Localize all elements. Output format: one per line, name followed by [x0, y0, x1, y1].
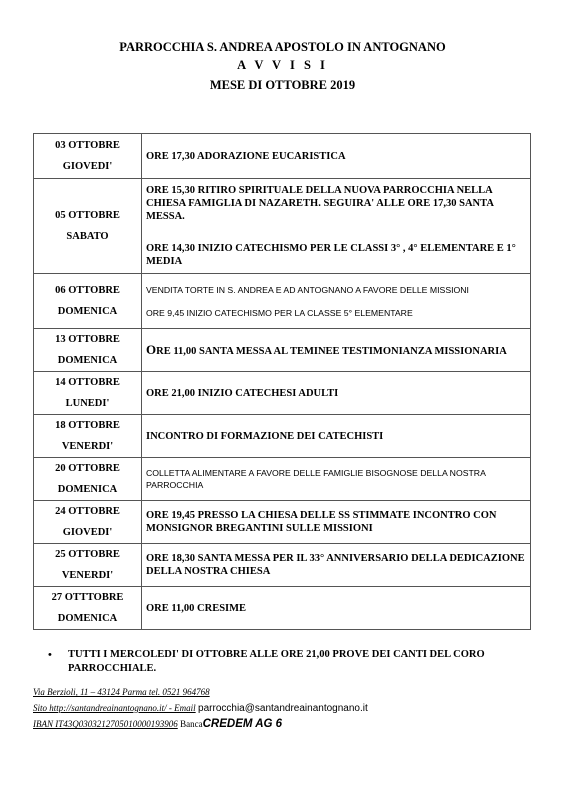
choir-notice: [48, 648, 528, 676]
event-text: ORE 18,30 SANTA MESSA PER IL 33° ANNIVERSARIO DELLA DEDICAZIONE DELLA NOSTRA CHIESA: [146, 553, 525, 577]
iban-text: IBAN IT43Q0303212705010000193906: [33, 719, 178, 729]
event-date: 18 OTTOBRE: [55, 420, 120, 431]
table-row: [34, 587, 531, 630]
event-text-initial: O: [146, 341, 157, 357]
table-row: [34, 372, 531, 415]
address-text: Via Berzioli, 11 – 43124 Parma tel. 0521 964768: [33, 687, 210, 697]
event-day: SABATO: [66, 231, 109, 242]
date-cell: [34, 458, 142, 501]
date-cell: [34, 274, 142, 329]
events-table: [33, 133, 531, 630]
event-day: VENERDI': [61, 570, 114, 581]
parish-title: PARROCCHIA S. ANDREA APOSTOLO IN ANTOGNANO: [119, 40, 446, 54]
event-cell: [142, 134, 531, 179]
event-cell: [142, 544, 531, 587]
table-row: [34, 134, 531, 179]
event-date: 13 OTTOBRE: [55, 334, 120, 345]
event-text: VENDITA TORTE IN S. ANDREA E AD ANTOGNANO A FAVORE DELLE MISSIONI: [146, 284, 469, 295]
event-day: DOMENICA: [57, 613, 118, 624]
event-day: VENERDI': [61, 441, 114, 452]
event-date: 03 OTTOBRE: [55, 140, 120, 151]
date-cell: [34, 501, 142, 544]
event-cell: [142, 179, 531, 274]
date-cell: [34, 544, 142, 587]
date-cell: [34, 372, 142, 415]
event-text: ORE 17,30 ADORAZIONE EUCARISTICA: [146, 150, 346, 162]
date-cell: [34, 415, 142, 458]
event-cell: [142, 329, 531, 372]
event-text: ORE 11,00 CRESIME: [146, 602, 247, 614]
event-text: ORE 19,45 PRESSO LA CHIESA DELLE SS STIMMATE INCONTRO CON MONSIGNOR BREGANTINI SULLE MISSIONI: [146, 510, 497, 534]
event-date: 06 OTTOBRE: [55, 285, 120, 296]
event-day: DOMENICA: [57, 355, 118, 366]
event-text: ORE 15,30 RITIRO SPIRITUALE DELLA NUOVA PARROCCHIA NELLA CHIESA FAMIGLIA DI NAZARETH. SEGUIRA' ALLE ORE 17,30 SANTA MESSA.: [146, 185, 494, 222]
event-day: DOMENICA: [57, 306, 118, 317]
table-row: [34, 544, 531, 587]
event-day: GIOVEDI': [62, 161, 113, 172]
bullet-icon: •: [48, 649, 52, 661]
bank-name: CREDEM AG 6: [202, 718, 283, 730]
table-row: [34, 179, 531, 274]
event-text: INCONTRO DI FORMAZIONE DEI CATECHISTI: [146, 430, 384, 442]
event-date: 25 OTTOBRE: [55, 549, 120, 560]
event-text-secondary: ORE 9,45 INIZIO CATECHISMO PER LA CLASSE 5° ELEMENTARE: [146, 307, 413, 318]
contact-line: [33, 702, 368, 716]
event-day: GIOVEDI': [62, 527, 113, 538]
event-date: 24 OTTOBRE: [55, 506, 120, 517]
event-text-secondary: ORE 14,30 INIZIO CATECHISMO PER LE CLASSI 3° , 4° ELEMENTARE E 1° MEDIA: [146, 243, 516, 267]
bank-line: [33, 718, 282, 732]
date-cell: [34, 134, 142, 179]
date-cell: [34, 329, 142, 372]
website-link[interactable]: Sito http://santandreainantognano.it/ - Email: [33, 703, 196, 713]
month-heading: MESE DI OTTOBRE 2019: [209, 78, 356, 92]
event-text: [146, 343, 526, 358]
email-link[interactable]: parrocchia@santandreainantognano.it: [198, 703, 368, 714]
bank-label: Banca: [180, 719, 203, 729]
event-day: DOMENICA: [57, 484, 118, 495]
date-cell: [34, 587, 142, 630]
notices-heading: A V V I S I: [237, 58, 328, 72]
event-date: 14 OTTOBRE: [55, 377, 120, 388]
event-cell: [142, 458, 531, 501]
event-cell: [142, 274, 531, 329]
table-row: [34, 329, 531, 372]
event-cell: [142, 587, 531, 630]
event-date: 05 OTTOBRE: [55, 210, 120, 221]
table-row: [34, 458, 531, 501]
event-date: 27 OTTTOBRE: [51, 592, 124, 603]
event-text: ORE 21,00 INIZIO CATECHESI ADULTI: [146, 387, 339, 399]
event-text: COLLETTA ALIMENTARE A FAVORE DELLE FAMIGLIE BISOGNOSE DELLA NOSTRA PARROCCHIA: [146, 468, 486, 490]
address-line: [33, 686, 210, 700]
event-day: LUNEDI': [65, 398, 110, 409]
event-cell: [142, 415, 531, 458]
choir-notice-text: TUTTI I MERCOLEDI' DI OTTOBRE ALLE ORE 21,00 PROVE DEI CANTI DEL CORO PARROCCHIALE.: [68, 649, 485, 674]
event-cell: [142, 372, 531, 415]
table-row: [34, 274, 531, 329]
table-row: [34, 415, 531, 458]
table-row: [34, 501, 531, 544]
event-date: 20 OTTOBRE: [55, 463, 120, 474]
date-cell: [34, 179, 142, 274]
event-cell: [142, 501, 531, 544]
event-text-rest: RE 11,00 SANTA MESSA AL TEMINEE TESTIMONIANZA MISSIONARIA: [156, 345, 507, 357]
